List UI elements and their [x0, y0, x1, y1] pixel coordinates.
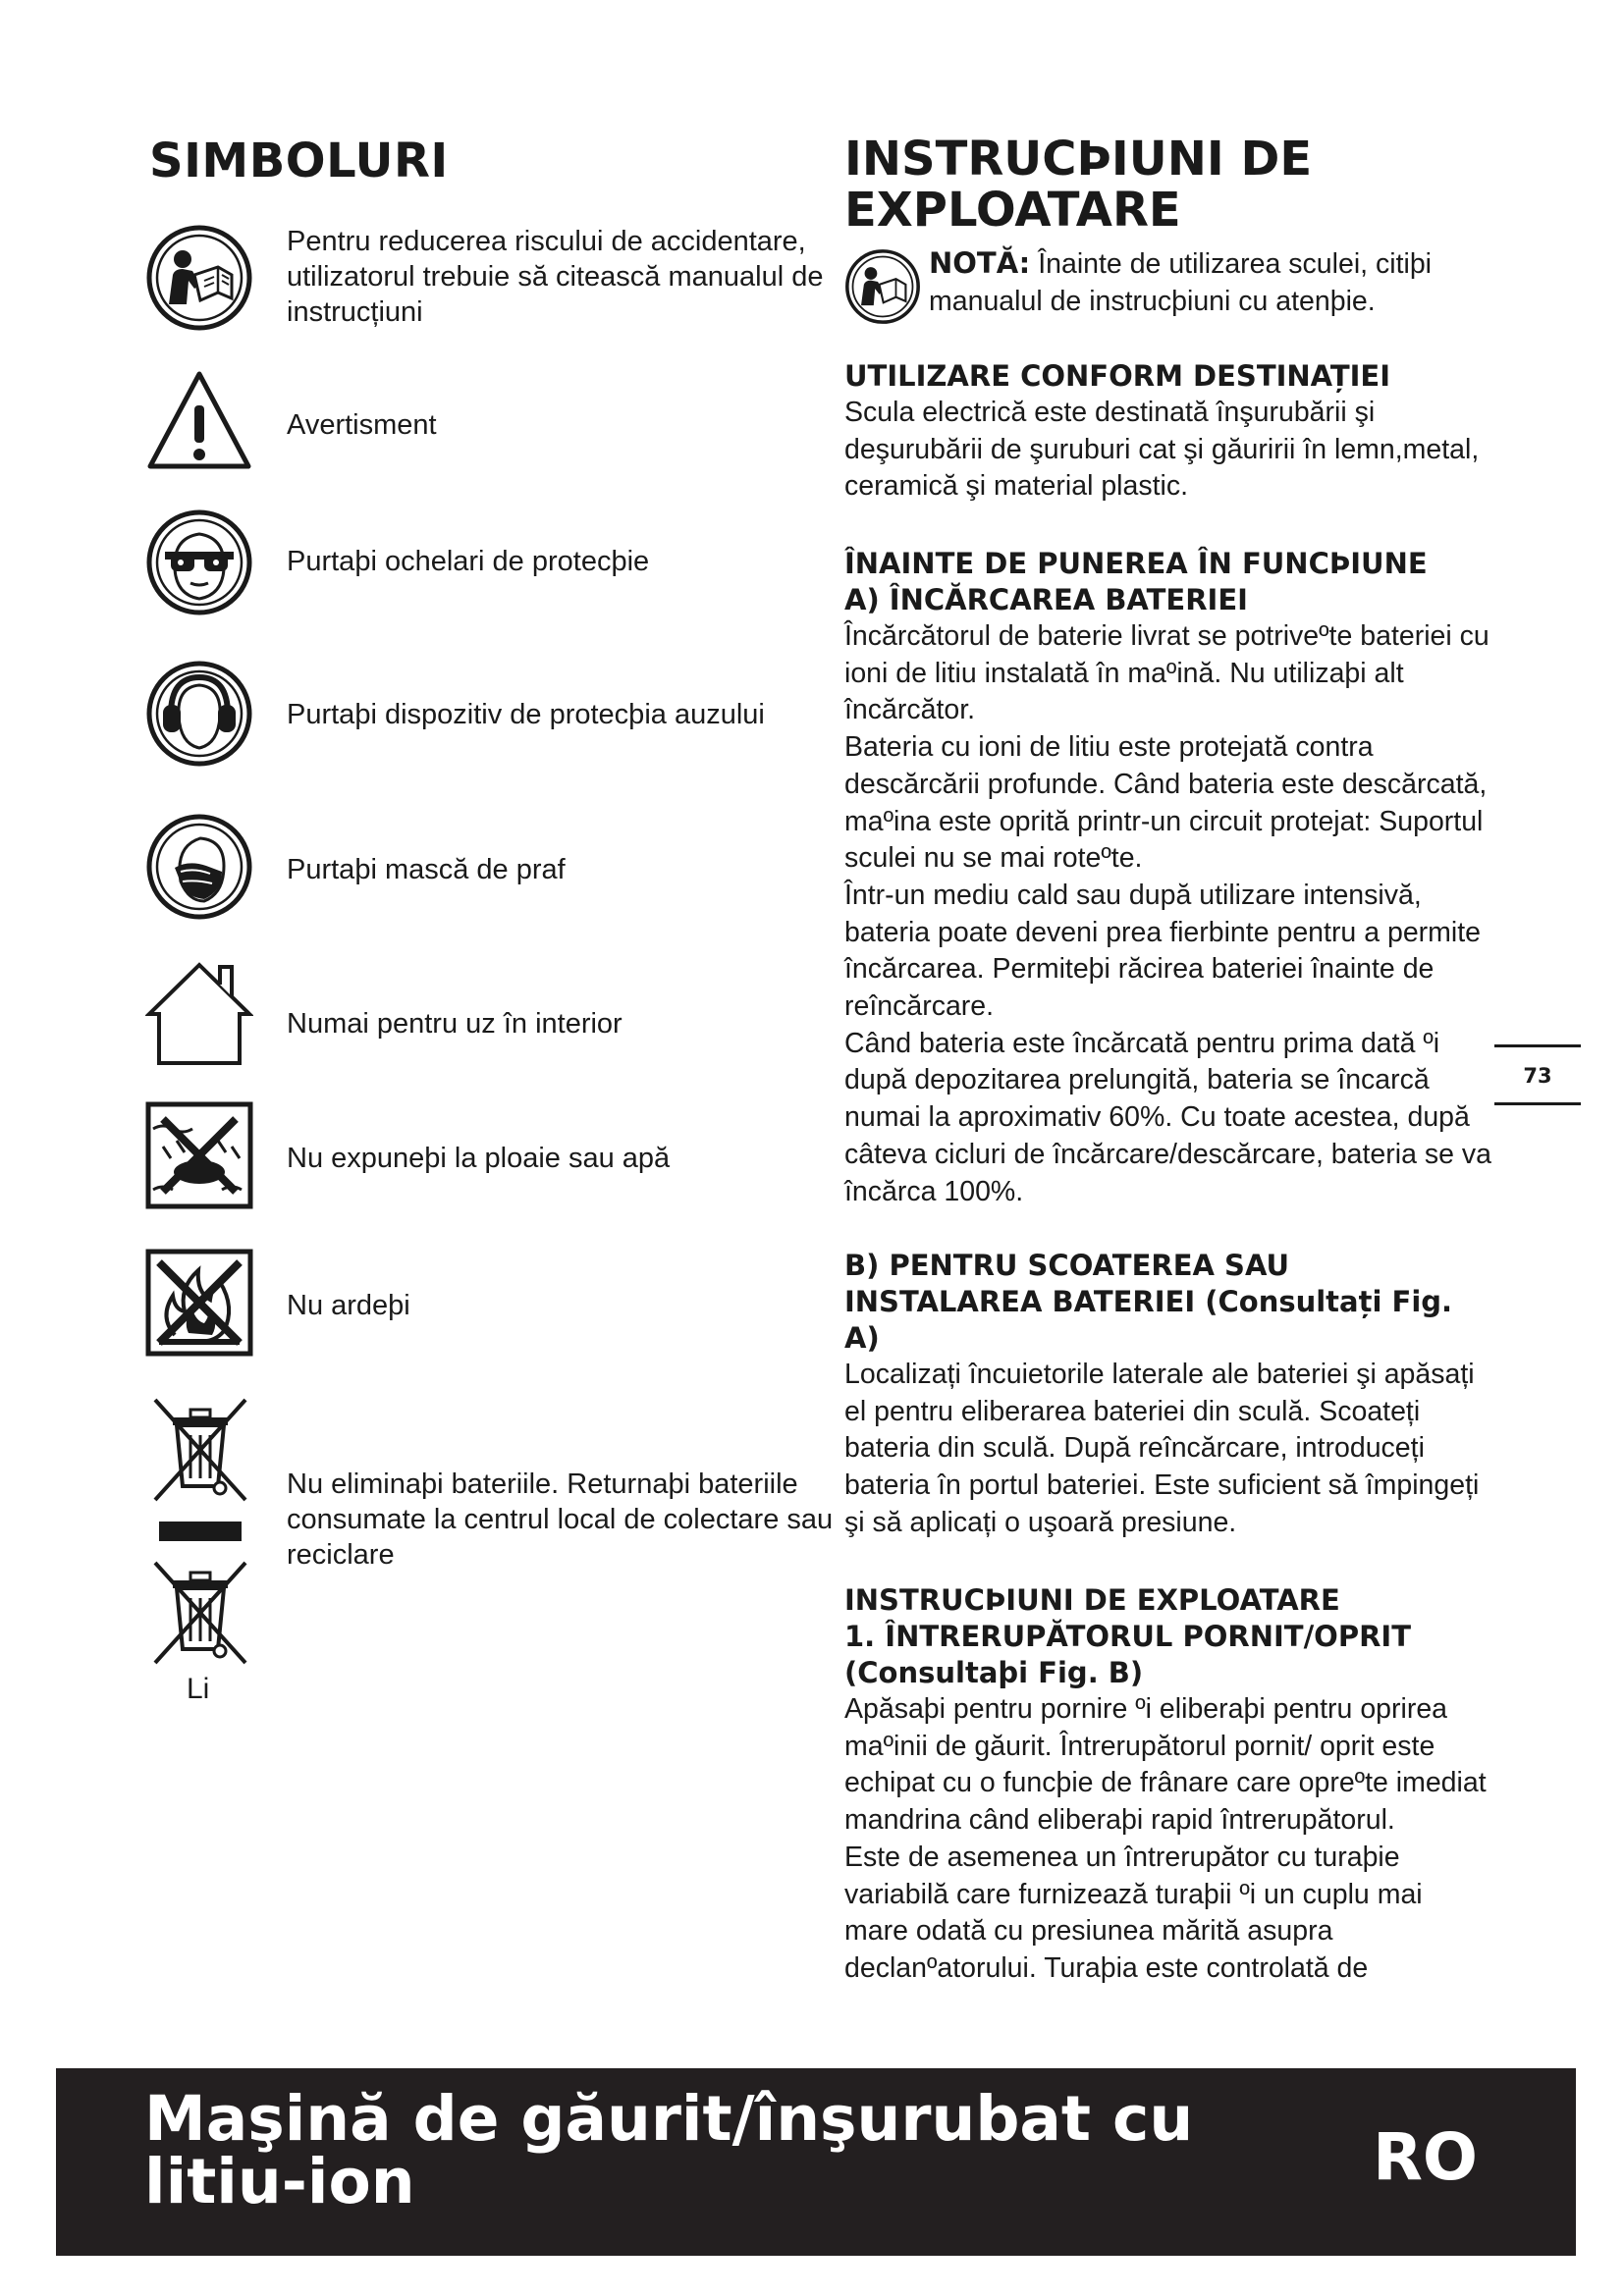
- charging-paragraph: Când bateria este încărcată pentru prima dată ºi după depozitarea prelungită, bateria se încarcă numai la aproximativ 60%. Cu toate acestea, după câteva cicluri de încărcare/descărcare, bateria se va încărca 100%.: [844, 1027, 1491, 1207]
- indoor-house-icon: [145, 959, 253, 1067]
- weee-bin-icon: [151, 1396, 249, 1504]
- ear-protection-icon: [145, 660, 253, 768]
- intended-use-section: [844, 358, 1492, 506]
- page-number-marker: [1494, 1044, 1581, 1105]
- page-rule-bottom: [1494, 1102, 1581, 1105]
- switch-heading: 1. ÎNTRERUPĂTORUL PORNIT/OPRIT (Consultaþi Fig. B): [844, 1620, 1411, 1689]
- removal-heading: B) PENTRU SCOATEREA SAU INSTALAREA BATERIEI (Consultați Fig. A): [844, 1249, 1453, 1355]
- instructions-title: INSTRUCÞIUNI DE EXPLOATARE: [844, 132, 1313, 238]
- no-fire-icon: [145, 1249, 253, 1357]
- intended-use-heading: UTILIZARE CONFORM DESTINAȚIEI: [844, 359, 1391, 393]
- symbol-text: Nu ardeþi: [287, 1290, 410, 1321]
- battery-removal-section: [844, 1248, 1492, 1542]
- page-number: 73: [1523, 1064, 1552, 1088]
- weee-bin-li-icon: [151, 1559, 249, 1667]
- symbol-text: Nu expuneþi la ploaie sau apă: [287, 1143, 671, 1174]
- language-code: RO: [1373, 2119, 1478, 2195]
- dust-mask-icon: [145, 813, 253, 921]
- operating-section: [844, 1582, 1492, 1988]
- symbol-text: Avertisment: [287, 409, 437, 441]
- symbol-text: Purtaþi ochelari de protecþie: [287, 546, 650, 577]
- note-text: Înainte de utilizarea sculei, citiþi manualul de instrucþiuni cu atenþie.: [929, 248, 1433, 317]
- charging-paragraph: Într-un mediu cald sau după utilizare intensivă, bateria poate deveni prea fierbinte pentru a permite încărcarea. Permiteþi răcirea bateriei înainte de reîncărcare.: [844, 879, 1481, 1023]
- note-text-block: [929, 245, 1479, 320]
- removal-text: Localizați încuietorile laterale ale bateriei şi apăsați el pentru eliberarea bateriei din sculă. Scoateți bateria din sculă. După reîncărcare, introduceți bateria în portul bateriei. Este suficient să împingeți şi să aplicați o uşoară presiune.: [844, 1359, 1480, 1538]
- note-label: NOTĂ:: [929, 246, 1031, 280]
- read-manual-icon: [844, 248, 921, 325]
- operating-heading: INSTRUCÞIUNI DE EXPLOATARE: [844, 1583, 1340, 1617]
- switch-paragraph: Apăsaþi pentru pornire ºi eliberaþi pentru oprirea maºinii de găurit. Întrerupătorul pornit/ oprit este echipat cu o funcþie de frânare care opreºte imediat mandrina când eliberaþi rapid întrerupătorul.: [844, 1693, 1487, 1837]
- read-manual-icon: [145, 224, 253, 332]
- before-use-heading: ÎNAINTE DE PUNEREA ÎN FUNCÞIUNE: [844, 547, 1428, 580]
- symbol-text: Numai pentru uz în interior: [287, 1008, 623, 1040]
- weee-bar: [159, 1522, 242, 1541]
- charging-paragraph: Bateria cu ioni de litiu este protejată contra descărcării profunde. Când bateria este descărcată, maºina este oprită printr-un circuit protejat: Suportul sculei nu se mai roteºte.: [844, 731, 1488, 875]
- symbol-text: Nu eliminaþi bateriile. Returnaþi bateriile consumate la centrul local de colectare sau reciclare: [287, 1468, 834, 1571]
- charging-heading: A) ÎNCĂRCAREA BATERIEI: [844, 583, 1248, 616]
- symbol-text: Purtaþi mască de praf: [287, 854, 566, 885]
- footer-banner: [56, 2068, 1576, 2256]
- switch-paragraph: Este de asemenea un întrerupător cu turaþie variabilă care furnizează turaþii ºi un cuplu mai mare odată cu presiunea mărită asupra declanºatorului. Turaþia este controlată de: [844, 1841, 1423, 1984]
- warning-triangle-icon: [145, 368, 253, 476]
- li-label: Li: [187, 1673, 210, 1705]
- product-title: Maşină de găurit/înşurubat cu litiu-ion: [144, 2083, 1194, 2217]
- charging-paragraph: Încărcătorul de baterie livrat se potriveºte bateriei cu ioni de litiu instalată în maºină. Nu utilizaþi alt încărcător.: [844, 620, 1489, 726]
- symbols-title: SIMBOLURI: [149, 133, 449, 188]
- safety-goggles-icon: [145, 508, 253, 616]
- charging-section: [844, 546, 1492, 1210]
- symbol-text: Pentru reducerea riscului de accidentare, utilizatorul trebuie să citească manualul de instrucțiuni: [287, 226, 824, 328]
- no-rain-icon: [145, 1101, 253, 1209]
- intended-use-text: Scula electrică este destinată înşurubării şi deşurubării de şuruburi cat şi găuririi în lemn,metal, ceramică şi material plastic.: [844, 397, 1480, 503]
- symbol-text: Purtaþi dispozitiv de protecþia auzului: [287, 699, 765, 730]
